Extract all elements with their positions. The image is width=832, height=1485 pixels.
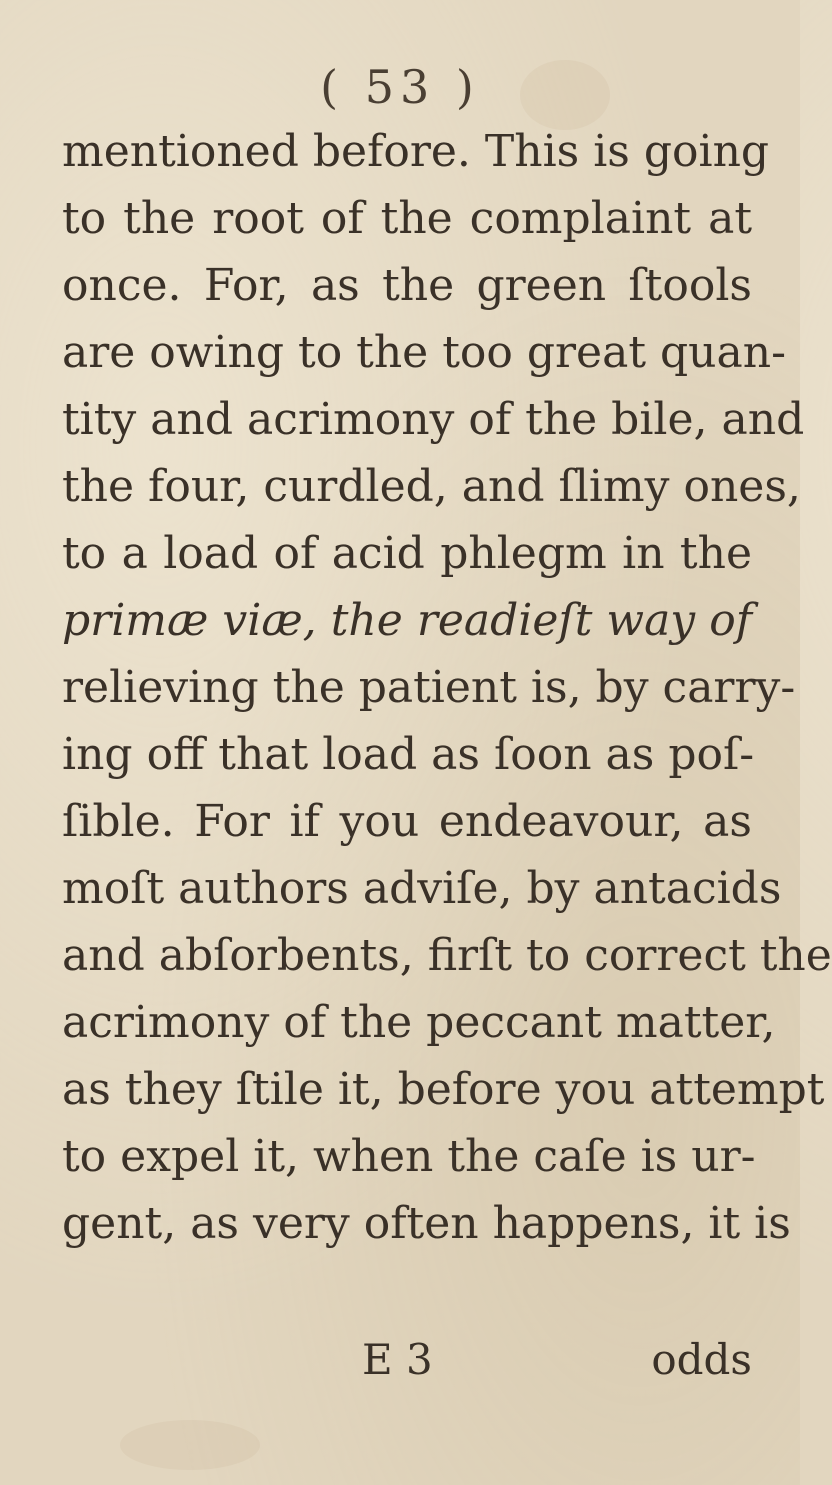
text-line: are owing to the too great quan- xyxy=(62,327,786,378)
body-text xyxy=(62,118,832,1257)
text-line: primæ viæ, the readieſt way of xyxy=(62,595,752,646)
text-line: mentioned before. This is going xyxy=(62,126,770,177)
page-footer xyxy=(62,1330,752,1390)
text-line: gent, as very often happens, it is xyxy=(62,1198,791,1249)
text-line: to a load of acid phlegm in the xyxy=(62,528,752,579)
text-line: once. For, as the green ſtools xyxy=(62,260,752,311)
text-line: as they ſtile it, before you attempt xyxy=(62,1064,825,1115)
text-line: ſible. For if you endeavour, as xyxy=(62,796,752,847)
paper-stain xyxy=(120,1420,260,1470)
signature-mark: E 3 xyxy=(362,1335,433,1384)
text-line: and abſorbents, firſt to correct the xyxy=(62,930,832,981)
text-line: tity and acrimony of the bile, and xyxy=(62,394,805,445)
text-line: acrimony of the peccant matter, xyxy=(62,997,776,1048)
text-line: to expel it, when the caſe is ur- xyxy=(62,1131,756,1182)
page-number: ( 53 ) xyxy=(320,60,480,114)
text-line: the four, curdled, and ſlimy ones, xyxy=(62,461,801,512)
text-line: relieving the patient is, by carry- xyxy=(62,662,796,713)
text-line: moſt authors adviſe, by antacids xyxy=(62,863,782,914)
text-line: ing off that load as ſoon as poſ- xyxy=(62,729,755,780)
text-line: to the root of the complaint at xyxy=(62,193,752,244)
catchword: odds xyxy=(651,1335,752,1384)
